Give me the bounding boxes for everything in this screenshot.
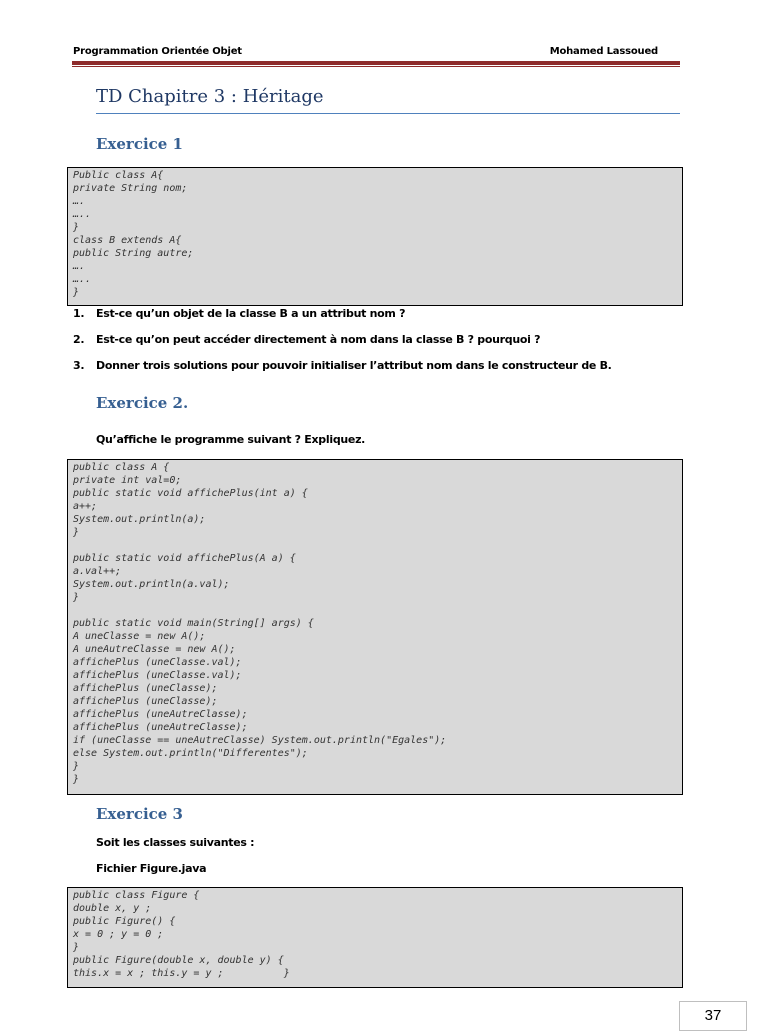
question-1-number: 1.: [73, 307, 85, 320]
exercise-1-code-block: Public class A{ private String nom; …. ….. } class B extends A{ public String autre; …. ….. }: [67, 167, 683, 306]
exercise-3-intro: Soit les classes suivantes :: [96, 836, 255, 849]
exercise-3-heading: Exercice 3: [96, 805, 183, 823]
header-course-title: Programmation Orientée Objet: [73, 46, 242, 57]
exercise-3-code-block: public class Figure { double x, y ; public Figure() { x = 0 ; y = 0 ; } public Figure(double x, double y) { this.x = x ; this.y = y ; }: [67, 887, 683, 988]
page-number: 37: [679, 1001, 747, 1031]
question-3-text: Donner trois solutions pour pouvoir initialiser l’attribut nom dans le constructeur de B.: [96, 359, 612, 372]
question-3-number: 3.: [73, 359, 85, 372]
question-2-number: 2.: [73, 333, 85, 346]
exercise-2-intro: Qu’affiche le programme suivant ? Expliquez.: [96, 433, 366, 446]
exercise-3-file-label: Fichier Figure.java: [96, 862, 207, 875]
question-1-text: Est-ce qu’un objet de la classe B a un attribut nom ?: [96, 307, 406, 320]
page-title: TD Chapitre 3 : Héritage: [96, 86, 324, 107]
question-2-text: Est-ce qu’on peut accéder directement à nom dans la classe B ? pourquoi ?: [96, 333, 541, 346]
header-rule: [72, 61, 680, 65]
title-underline: [96, 113, 680, 114]
exercise-2-code-block: public class A { private int val=0; public static void affichePlus(int a) { a++; System.out.println(a); } public static void affichePlus(A a) { a.val++; System.out.println(a.val); } public static void main(String[] args) { A uneClasse = new A(); A uneAutreClasse = new A(); affichePlus (uneClasse.val); affichePlus (uneClasse.val); affichePlus (uneClasse); affichePlus (uneClasse); affichePlus (uneAutreClasse); affichePlus (uneAutreClasse); if (uneClasse == uneAutreClasse) System.out.println("Egales"); else System.out.println("Differentes"); } }: [67, 459, 683, 795]
exercise-1-heading: Exercice 1: [96, 135, 183, 153]
exercise-2-heading: Exercice 2.: [96, 394, 189, 412]
header-rule-thin: [72, 66, 680, 67]
header-author: Mohamed Lassoued: [549, 46, 658, 57]
